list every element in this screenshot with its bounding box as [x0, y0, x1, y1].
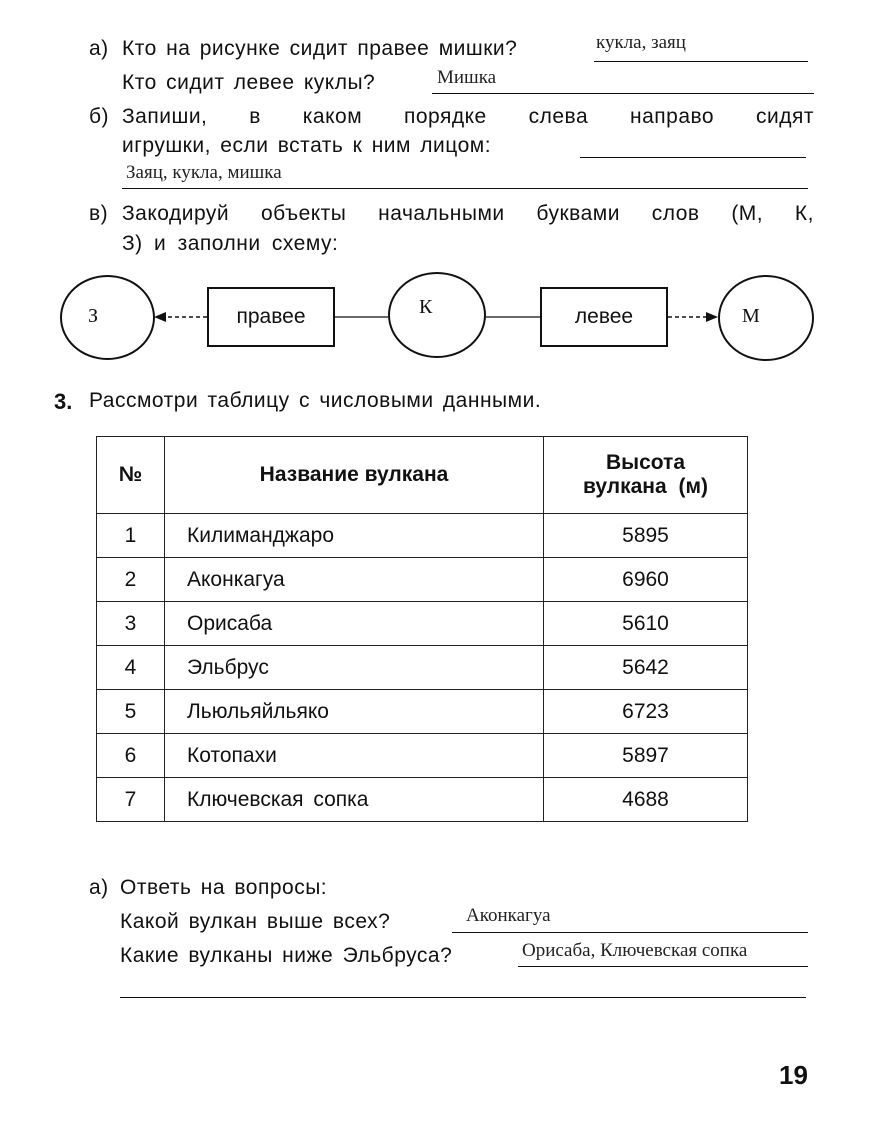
cell-number: 7: [97, 778, 165, 822]
word: направо: [630, 105, 715, 128]
question-right-of-bear: Кто на рисунке сидит правее мишки?: [122, 37, 518, 60]
answer-line-3: [580, 157, 806, 158]
cell-height: 4688: [544, 778, 748, 822]
table-row: [97, 514, 748, 558]
header-name: Название вулкана: [165, 437, 544, 514]
circle-left: [60, 275, 155, 360]
answer-line-5: [452, 932, 808, 933]
box-right-of: правее: [207, 287, 335, 347]
table-row: [97, 602, 748, 646]
cell-number: 6: [97, 734, 165, 778]
cell-volcano-name: Ключевская сопка: [165, 778, 544, 822]
cell-number: 3: [97, 602, 165, 646]
word: Запиши,: [122, 105, 208, 128]
question-lower-than-elbrus: Какие вулканы ниже Эльбруса?: [120, 944, 453, 967]
part-a2-marker: а): [89, 876, 109, 899]
header-height-line-2: вулкана (м): [582, 475, 709, 498]
arrow-to-z-head: [154, 312, 166, 322]
answer-line-7: [120, 997, 806, 998]
header-height-line-1: Высота: [605, 451, 686, 474]
part-v-line-1: [122, 202, 814, 226]
circle-middle: [388, 272, 486, 358]
word: порядке: [404, 105, 487, 128]
cell-number: 1: [97, 514, 165, 558]
volcano-table: [96, 436, 748, 822]
table-row: [97, 690, 748, 734]
cell-height: 5897: [544, 734, 748, 778]
handwritten-answer-2: Мишка: [437, 67, 497, 88]
cell-height: 5895: [544, 514, 748, 558]
part-v-marker: в): [89, 202, 109, 225]
word: каком: [302, 105, 363, 128]
circle-right-letter: М: [742, 305, 760, 327]
word: слов: [651, 202, 700, 225]
part-b-marker: б): [89, 105, 110, 128]
cell-volcano-name: Орисаба: [165, 602, 544, 646]
handwritten-answer-1: кукла, заяц: [596, 32, 686, 53]
answer-line-2: [432, 93, 814, 94]
cell-number: 4: [97, 646, 165, 690]
header-height: [544, 437, 748, 514]
circle-middle-letter: К: [419, 296, 433, 318]
answer-line-4: [122, 188, 808, 189]
part-v-line-2: З) и заполни схему:: [122, 232, 339, 255]
cell-number: 5: [97, 690, 165, 734]
header-number: №: [97, 437, 165, 514]
cell-volcano-name: Аконкагуа: [165, 558, 544, 602]
circle-left-letter: З: [88, 305, 99, 327]
part-a2-title: Ответь на вопросы:: [120, 876, 328, 899]
word: слева: [528, 105, 589, 128]
task-3-text: Рассмотри таблицу с числовыми данными.: [89, 389, 542, 412]
task-3-number: 3.: [54, 389, 73, 414]
answer-line-6: [518, 966, 808, 967]
cell-volcano-name: Эльбрус: [165, 646, 544, 690]
box-left-of: левее: [540, 287, 668, 347]
word: в: [249, 105, 261, 128]
cell-volcano-name: Килиманджаро: [165, 514, 544, 558]
word: сидят: [755, 105, 814, 128]
cell-height: 5642: [544, 646, 748, 690]
table-row: [97, 734, 748, 778]
part-b-line-2: игрушки, если встать к ним лицом:: [122, 134, 492, 157]
handwritten-answer-6: Орисаба, Ключевская сопка: [522, 940, 748, 961]
table-row: [97, 646, 748, 690]
table-header-row: [97, 437, 748, 514]
word: начальными: [378, 202, 505, 225]
handwritten-answer-5: Аконкагуа: [466, 905, 551, 926]
word: объекты: [260, 202, 347, 225]
question-left-of-doll: Кто сидит левее куклы?: [122, 71, 376, 94]
handwritten-answer-3: Заяц, кукла, мишка: [126, 162, 282, 183]
cell-height: 5610: [544, 602, 748, 646]
cell-height: 6960: [544, 558, 748, 602]
cell-volcano-name: Льюльяйльяко: [165, 690, 544, 734]
word: буквами: [536, 202, 620, 225]
question-highest-volcano: Какой вулкан выше всех?: [120, 910, 391, 933]
word: (М,: [731, 202, 764, 225]
part-b-line-1: [122, 105, 814, 129]
word: Закодируй: [122, 202, 230, 225]
arrow-to-m-head: [706, 312, 718, 322]
answer-line-1: [594, 61, 808, 62]
circle-right: [718, 275, 814, 361]
cell-volcano-name: Котопахи: [165, 734, 544, 778]
table-row: [97, 778, 748, 822]
word: К,: [794, 202, 814, 225]
part-a-marker: а): [89, 37, 109, 60]
cell-height: 6723: [544, 690, 748, 734]
cell-number: 2: [97, 558, 165, 602]
page-number: 19: [779, 1060, 808, 1090]
table-row: [97, 558, 748, 602]
